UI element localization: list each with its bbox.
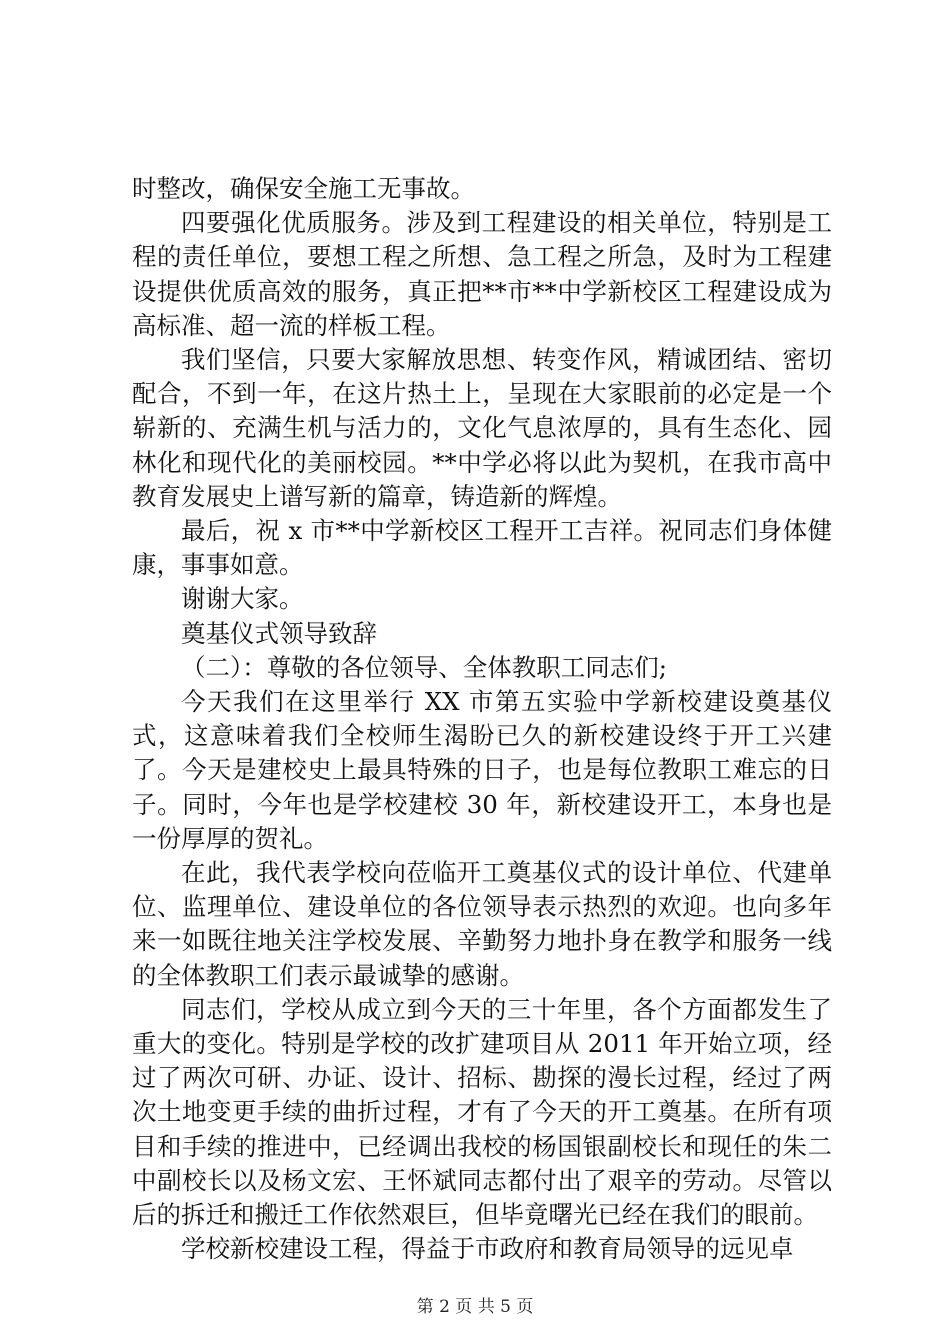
paragraph-10: 同志们，学校从成立到今天的三十年里，各个方面都发生了重大的变化。特别是学校的改扩建项目从 2011 年开始立项，经过了两次可研、办证、设计、招标、勘探的漫长过程，经过了两次土地变更手续的曲折过程，才有了今天的开工奠基。在所有项目和手续的推进中，已经调出我校的杨国银副校长和现任的朱二中副校长以及杨文宏、王怀斌同志都付出了艰辛的劳动。尽管以后的拆迁和搬迁工作依然艰巨，但毕竟曙光已经在我们的眼前。 <box>132 994 832 1230</box>
paragraph-2: 四要强化优质服务。涉及到工程建设的相关单位，特别是工程的责任单位，要想工程之所想、急工程之所急，及时为工程建设提供优质高效的服务，真正把**市**中学新校区工程建设成为高标准、超一流的样板工程。 <box>132 208 832 340</box>
paragraph-4: 最后，祝 x 市**中学新校区工程开工吉祥。祝同志们身体健康，事事如意。 <box>132 516 832 580</box>
paragraph-8: 今天我们在这里举行 XX 市第五实验中学新校建设奠基仪式，这意味着我们全校师生渴盼已久的新校建设终于开工兴建了。今天是建校史上最具特殊的日子，也是每位教职工难忘的日子。同时，今年也是学校建校 30 年，新校建设开工，本身也是一份厚厚的贺礼。 <box>132 687 832 853</box>
paragraph-11: 学校新校建设工程，得益于市政府和教育局领导的远见卓 <box>181 1234 794 1264</box>
salutation: （二）：尊敬的各位领导、全体教职工同志们; <box>181 652 668 682</box>
paragraph-5: 谢谢大家。 <box>181 584 304 614</box>
document-body <box>132 172 832 1267</box>
page-number-footer: 第 2 页 共 5 页 <box>416 1297 534 1317</box>
paragraph-3: 我们坚信，只要大家解放思想、转变作风，精诚团结、密切配合，不到一年，在这片热土上，呈现在大家眼前的必定是一个崭新的、充满生机与活力的，文化气息浓厚的，具有生态化、园林化和现代化的美丽校园。**中学必将以此为契机，在我市高中教育发展史上谱写新的篇章，铸造新的辉煌。 <box>132 345 832 511</box>
section-heading: 奠基仪式领导致辞 <box>181 618 377 648</box>
paragraph-1: 时整改，确保安全施工无事故。 <box>132 174 475 203</box>
paragraph-9: 在此，我代表学校向莅临开工奠基仪式的设计单位、代建单位、监理单位、建设单位的各位领导表示热烈的欢迎。也向多年来一如既往地关注学校发展、辛勤努力地扑身在教学和服务一线的全体教职工们表示最诚挚的感谢。 <box>132 858 832 990</box>
